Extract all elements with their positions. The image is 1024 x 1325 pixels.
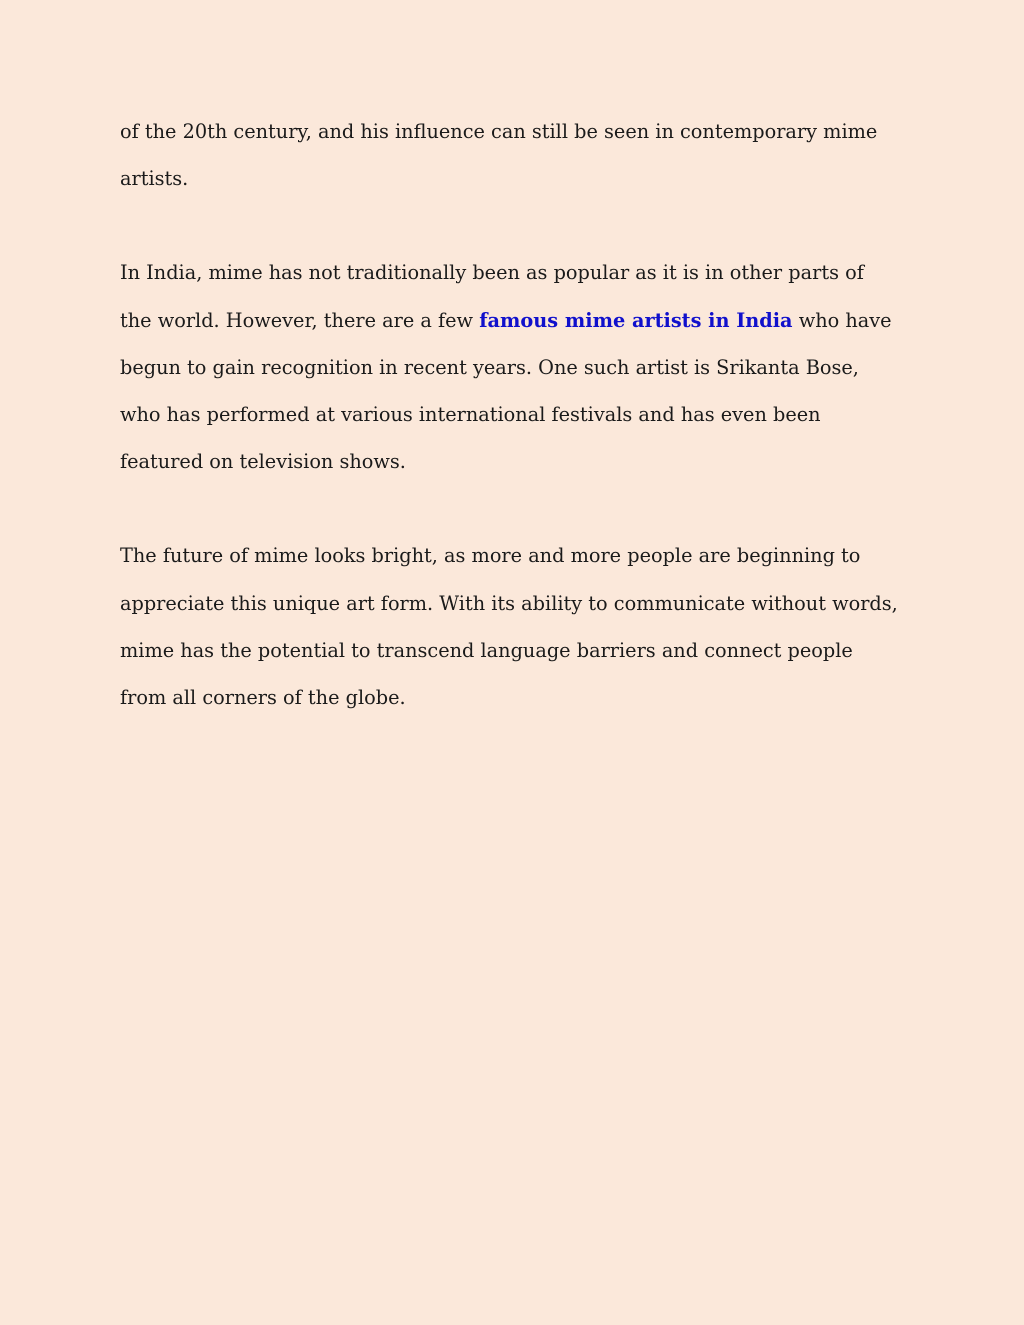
text-line: appreciate this unique art form. With its ability to communicate without words, (120, 591, 898, 615)
famous-mime-artists-link[interactable]: famous mime artists in India (479, 308, 793, 332)
text-line: The future of mime looks bright, as more and more people are beginning to (120, 544, 861, 568)
text-line: artists. (120, 167, 189, 191)
link-suffix-text: who have (792, 308, 892, 332)
paragraph-3 (120, 532, 920, 721)
text-line: featured on television shows. (120, 450, 406, 474)
text-line: of the 20th century, and his influence can still be seen in contemporary mime (120, 120, 878, 143)
link-prefix-text: the world. However, there are a few (120, 308, 480, 332)
text-line: In India, mime has not traditionally been as popular as it is in other parts of (120, 261, 864, 285)
text-line: from all corners of the globe. (120, 686, 406, 710)
document-body (120, 108, 920, 768)
paragraph-1 (120, 108, 920, 202)
paragraph-2 (120, 249, 920, 485)
text-line: mime has the potential to transcend language barriers and connect people (120, 638, 853, 662)
text-line: who has performed at various international festivals and has even been (120, 403, 821, 427)
text-line: begun to gain recognition in recent years. One such artist is Srikanta Bose, (120, 355, 859, 379)
text-line-with-link (120, 297, 920, 344)
